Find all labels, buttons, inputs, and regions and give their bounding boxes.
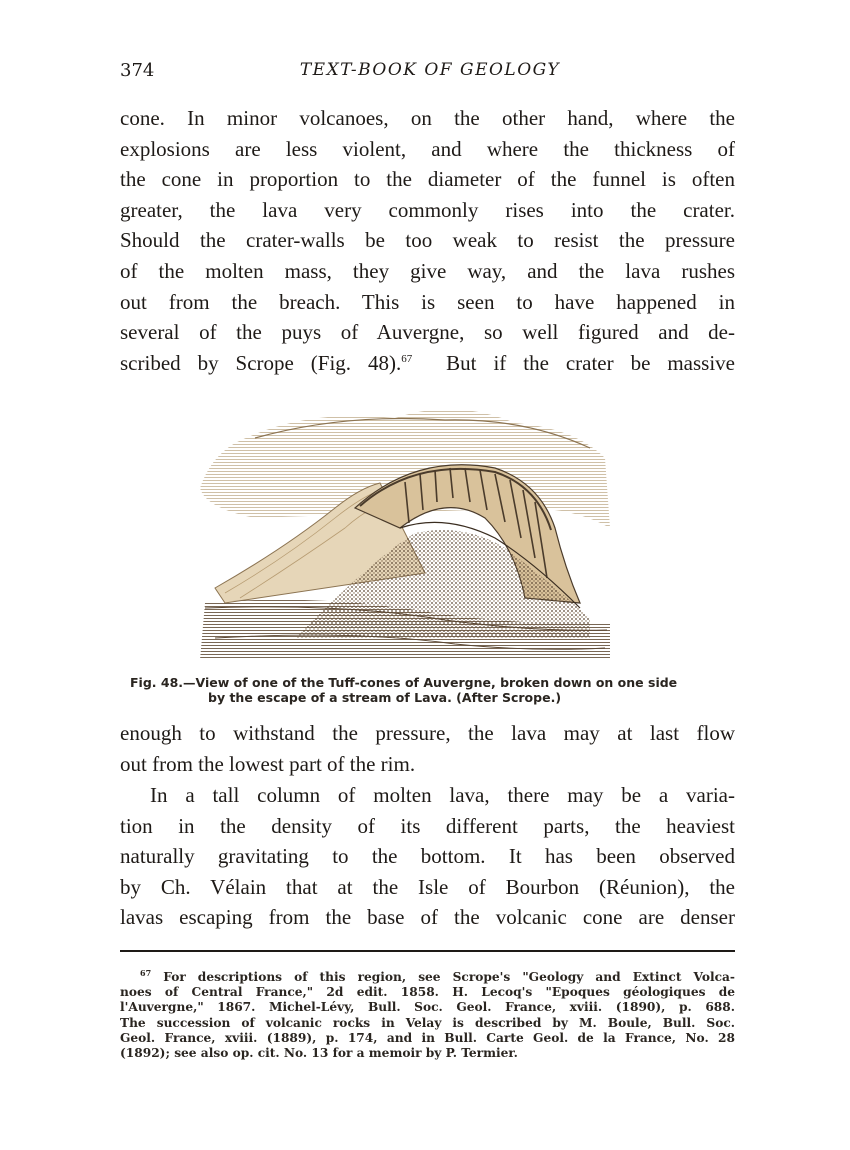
footnote-line: l'Auvergne," 1867. Michel-Lévy, Bull. Soc. Geol. France, xviii. (1890), p. 688. (120, 1000, 735, 1015)
text-line: tion in the density of its different parts, the heaviest (120, 813, 735, 838)
paragraph-1 (120, 103, 735, 378)
caption-line: by the escape of a stream of Lava. (After Scrope.) (208, 690, 562, 705)
text-line: several of the puys of Auvergne, so well figured and de- (120, 320, 735, 345)
paragraph-3 (120, 780, 735, 933)
footnote-line (120, 967, 735, 985)
text-line: explosions are less violent, and where the thickness of (120, 136, 735, 161)
figure-engraving (195, 398, 615, 660)
footnote-line: The succession of volcanic rocks in Velay is described by M. Boule, Bull. Soc. (120, 1015, 735, 1030)
footnote-reference[interactable]: 67 (401, 352, 413, 365)
caption-line: Fig. 48.—View of one of the Tuff-cones of Auvergne, broken down on one side (130, 675, 678, 690)
text-line: Should the crater-walls be too weak to resist the pressure (120, 228, 735, 253)
paragraph-2 (120, 718, 735, 779)
text-line: of the molten mass, they give way, and the lava rushes (120, 258, 735, 283)
footnote-line: (1892); see also op. cit. No. 13 for a memoir by P. Termier. (120, 1046, 518, 1061)
running-head (120, 60, 740, 86)
tuff-cone-illustration (195, 398, 615, 660)
footnote-line: Geol. France, xviii. (1889), p. 174, and in Bull. Carte Geol. de la France, No. 28 (120, 1030, 735, 1045)
footnote-divider (120, 950, 735, 952)
text-segment: For descriptions of this region, see Scrope's "Geology and Extinct Volca- (163, 970, 735, 984)
footnote-line: noes of Central France," 2d edit. 1858. H. Lecoq's "Epoques géologiques de (120, 985, 735, 1000)
text-line: by Ch. Vélain that at the Isle of Bourbon (Réunion), the (120, 874, 735, 899)
text-line-with-footnote-ref (120, 348, 735, 379)
text-line: cone. In minor volcanoes, on the other hand, where the (120, 106, 735, 130)
text-line: greater, the lava very commonly rises into the crater. (120, 197, 735, 222)
text-segment: But if the crater be massive (446, 350, 735, 375)
figure-caption (130, 675, 710, 705)
footnote-mark: 67 (140, 967, 152, 978)
text-line: naturally gravitating to the bottom. It has been observed (120, 844, 735, 869)
text-segment: scribed by Scrope (Fig. 48). (120, 350, 402, 375)
text-line: out from the lowest part of the rim. (120, 751, 416, 776)
text-line: enough to withstand the pressure, the lava may at last flow (120, 721, 735, 745)
running-title: TEXT-BOOK OF GEOLOGY (299, 60, 561, 80)
page-number: 374 (120, 60, 155, 81)
footnote-67 (120, 967, 735, 1061)
text-line: In a tall column of molten lava, there may be a varia- (150, 783, 735, 807)
text-line: lavas escaping from the base of the volcanic cone are denser (120, 905, 735, 930)
text-line: the cone in proportion to the diameter of the funnel is often (120, 167, 735, 192)
text-line: out from the breach. This is seen to have happened in (120, 289, 735, 314)
